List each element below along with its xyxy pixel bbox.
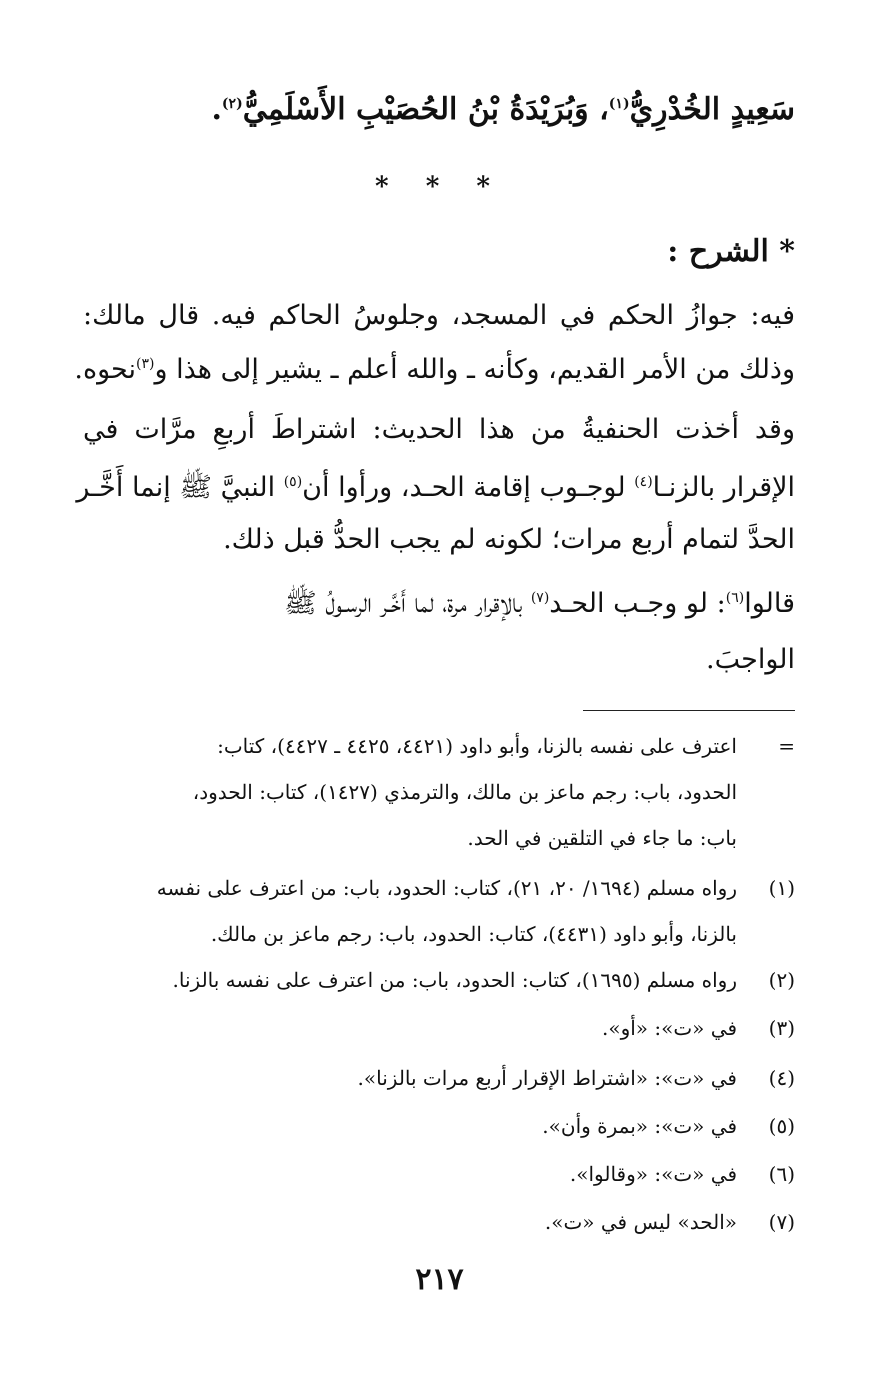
footnote-line: اعترف على نفسه بالزنا، وأبو داود (٤٤٢١، ٤٤٢٥ ـ ٤٤٢٧)، كتاب: [217,734,737,758]
footnote-line: باب: ما جاء في التلقين في الحد. [467,826,737,850]
footnote-number: (٢) [768,968,795,992]
section-separator: * * * [375,172,504,202]
page-number: ٢١٧ [415,1262,464,1297]
footnote-ref[interactable]: (٧) [530,590,550,606]
footnote-divider [583,710,795,711]
footnote-number: (١) [768,876,795,900]
footnote-line: رواه مسلم (١٦٩٤/ ٢٠، ٢١)، كتاب: الحدود، باب: من اعترف على نفسه [156,876,737,900]
footnote-number: (٤) [768,1066,795,1090]
text-segment: قالوا [744,588,795,619]
footnote-number: (٦) [768,1162,795,1186]
footnote-line: رواه مسلم (١٦٩٥)، كتاب: الحدود، باب: من اعترف على نفسه بالزنا. [172,968,737,992]
body-line-5: الحدَّ لتمام أربع مرات؛ لكونه لم يجب الحدُّ قبل ذلك. [223,524,795,555]
text-segment: سَعِيدٍ الخُدْرِيُّ [629,92,795,127]
footnote-line: بالزنا، وأبو داود (٤٤٣١)، كتاب: الحدود، باب: رجم ماعز بن مالك. [210,922,737,946]
text-segment: : لو وجـب الحـد [549,588,726,619]
text-segment: . [211,92,222,127]
text-segment: لوجـوب إقامة الحـد، ورأوا أن [302,472,635,503]
footnote-number: (٥) [768,1114,795,1138]
footnote-ref[interactable]: (٥) [283,474,303,490]
footnote-line: في «ت»: «اشتراط الإقرار أربع مرات بالزنا». [357,1066,737,1090]
footnote-ref[interactable]: (٤) [634,474,653,490]
footnote-number: (٧) [768,1210,795,1234]
footnote-ref[interactable]: (١) [608,96,630,112]
body-line-7: الواجبَ. [706,644,795,675]
footnote-ref[interactable]: (٣) [136,356,155,372]
section-heading: * الشرح : [667,234,795,269]
footnote-line: «الحد» ليس في «ت». [544,1210,737,1234]
body-line-6 [284,586,795,626]
text-segment: النبيَّ ﷺ إنما أَخَّـر [76,472,284,503]
text-segment: ، وَبُرَيْدَةُ بْنُ الحُصَيْبِ الأَسْلَمِيُّ [242,92,609,127]
footnote-line: الحدود، باب: رجم ماعز بن مالك، والترمذي (١٤٢٧)، كتاب: الحدود، [192,780,737,804]
body-line-4 [76,470,795,510]
narrators-line [211,92,795,127]
body-line-3: وقد أخذت الحنفيةُ من هذا الحديث: اشتراطَ أربعِ مرَّات في [83,414,795,445]
footnote-ref[interactable]: (٢) [221,96,243,112]
text-segment: وذلك من الأمر القديم، وكأنه ـ والله أعلم ـ يشير إلى هذا و [154,354,795,385]
text-segment: بالإقرار مرة، لما أَخَّـر الرسـولُ ﷺ [284,588,531,619]
footnote-line: في «ت»: «بمرة وأن». [542,1114,737,1138]
footnote-number: = [778,734,795,758]
body-line-1: فيه: جوازُ الحكم في المسجد، وجلوسُ الحاكم فيه. قال مالك: [83,300,795,331]
footnote-ref[interactable]: (٦) [725,590,745,606]
text-segment: الإقرار بالزنـا [652,472,795,503]
footnote-line: في «ت»: «وقالوا». [569,1162,737,1186]
body-line-2 [74,354,795,385]
footnote-number: (٣) [768,1016,795,1040]
footnote-line: في «ت»: «أو». [601,1016,737,1040]
text-segment: نحوه. [74,354,136,385]
